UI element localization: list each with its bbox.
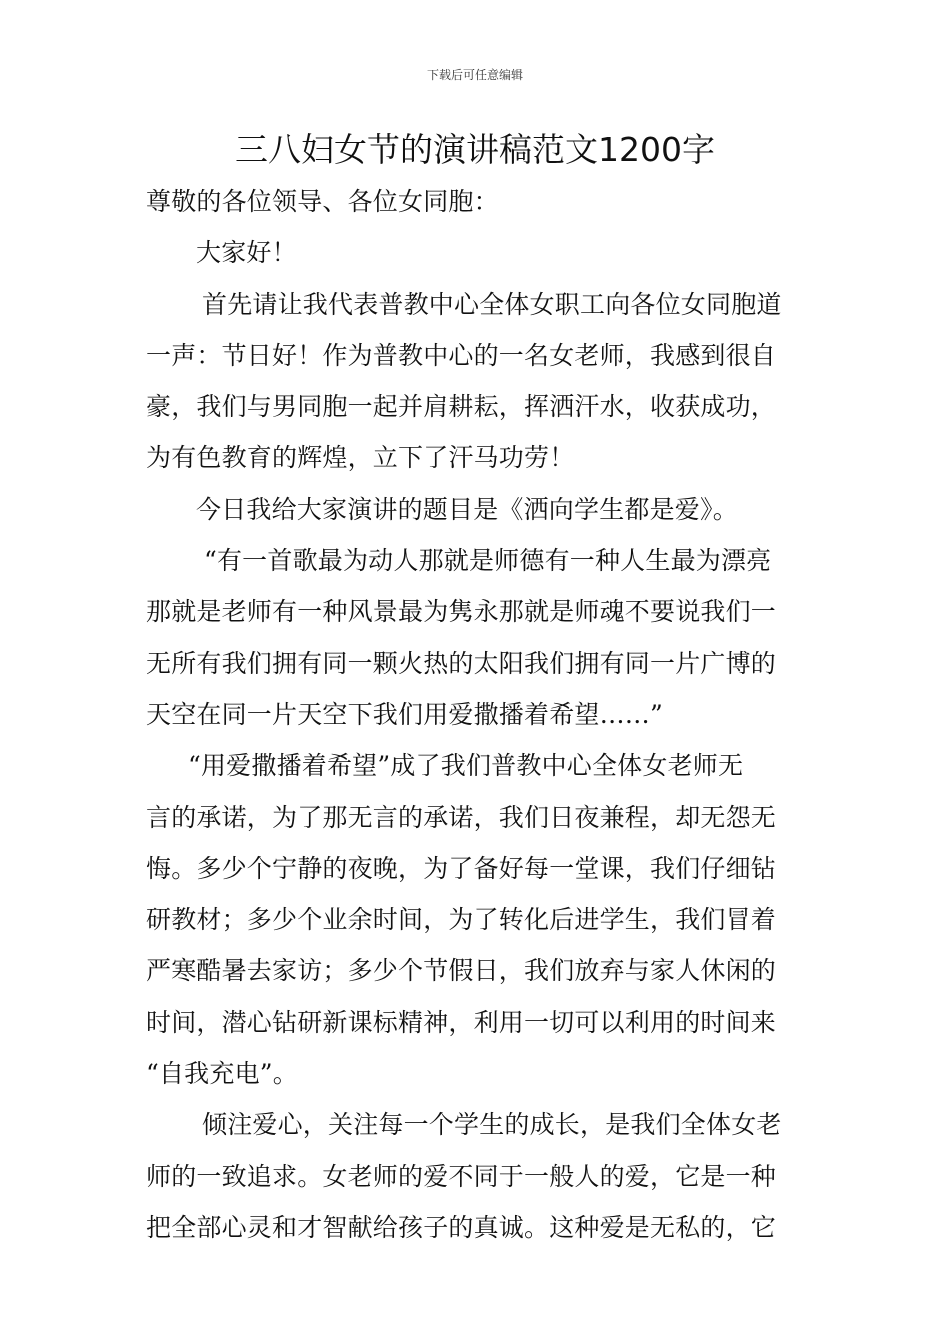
paragraph-line: 为有色教育的辉煌，立下了汗马功劳！ [146, 443, 575, 473]
paragraph-line: 师的一致追求。女老师的爱不同于一般人的爱，它是一种 [146, 1161, 777, 1191]
paragraph-line: 倾注爱心，关注每一个学生的成长，是我们全体女老 [202, 1110, 782, 1140]
paragraph-line: 今日我给大家演讲的题目是《洒向学生都是爱》。 [196, 494, 738, 524]
paragraph-line: 研教材；多少个业余时间，为了转化后进学生，我们冒着 [146, 905, 777, 935]
header-note: 下载后可任意编辑 [426, 68, 523, 82]
greeting-line: 大家好！ [196, 238, 297, 268]
paragraph-line: 一声：节日好！作为普教中心的一名女老师，我感到很自 [146, 340, 777, 370]
quote-line: 天空在同一片天空下我们用爱撒播着希望……” [146, 699, 663, 729]
paragraph-line: “自我充电”。 [146, 1059, 298, 1089]
quote-line: 那就是老师有一种风景最为隽永那就是师魂不要说我们一 [146, 597, 777, 627]
salutation-line: 尊敬的各位领导、各位女同胞： [146, 187, 499, 216]
paragraph-line: 言的承诺，为了那无言的承诺，我们日夜兼程，却无怨无 [146, 802, 777, 832]
document-title: 三八妇女节的演讲稿范文1200字 [235, 130, 715, 169]
paragraph-line: 把全部心灵和才智献给孩子的真诚。这种爱是无私的，它 [146, 1212, 777, 1242]
quote-line: “有一首歌最为动人那就是师德有一种人生最为漂亮 [204, 546, 772, 576]
paragraph-line: 时间，潜心钻研新课标精神，利用一切可以利用的时间来 [146, 1007, 777, 1037]
paragraph-line: “用爱撒播着希望”成了我们普教中心全体女老师无 [188, 751, 744, 781]
quote-line: 无所有我们拥有同一颗火热的太阳我们拥有同一片广博的 [146, 648, 777, 678]
paragraph-line: 严寒酷暑去家访；多少个节假日，我们放弃与家人休闲的 [146, 956, 777, 986]
document-body [146, 176, 808, 1253]
paragraph-line: 豪，我们与男同胞一起并肩耕耘，挥洒汗水，收获成功， [146, 392, 777, 422]
paragraph-line: 悔。多少个宁静的夜晚，为了备好每一堂课，我们仔细钻 [146, 853, 777, 883]
paragraph-line: 首先请让我代表普教中心全体女职工向各位女同胞道 [202, 289, 782, 319]
